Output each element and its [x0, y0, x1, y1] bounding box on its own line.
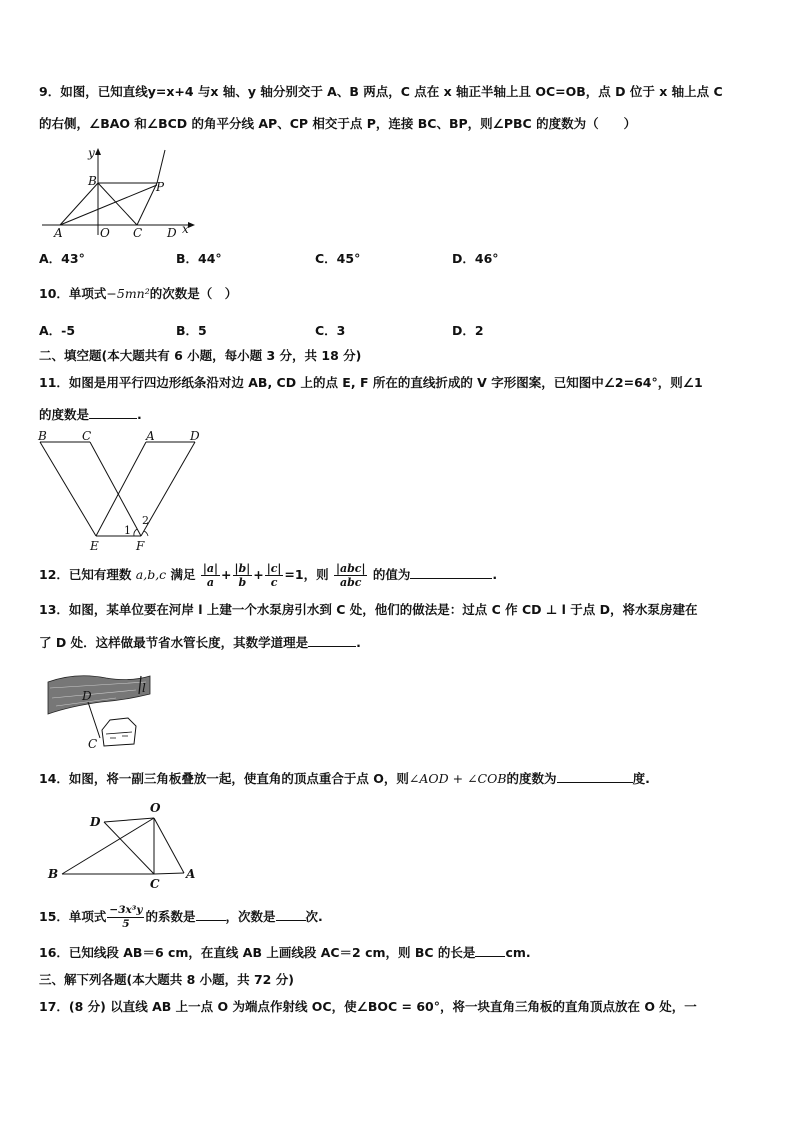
label-D: D [90, 815, 101, 829]
q9-option-c[interactable]: C．45° [315, 251, 361, 266]
q12-answer-blank[interactable] [410, 566, 492, 579]
q14-answer-blank[interactable] [557, 770, 633, 783]
q13-river-figure [46, 668, 154, 754]
label-B: B [88, 174, 97, 188]
label-C: C [88, 737, 98, 751]
q9-line1: 9．如图，已知直线y=x+4 与x 轴、y 轴分别交于 A、B 两点，C 点在 x 轴正半轴上且 OC=OB，点 D 位于 x 轴上点 C [39, 84, 723, 99]
q14-stem: 14．如图，将一副三角板叠放一起，使直角的顶点重合于点 O，则∠AOD + ∠COB的度数为 度. [39, 771, 650, 786]
label-A: A [146, 429, 155, 443]
q13-answer-blank[interactable] [308, 634, 356, 647]
q10-option-c[interactable]: C．3 [315, 323, 346, 338]
y-axis-arrow [95, 148, 101, 155]
section-2-heading: 二、填空题(本大题共有 6 小题，每小题 3 分，共 18 分) [39, 348, 362, 363]
label-D: D [190, 429, 200, 443]
label-l: l [142, 681, 146, 695]
label-E: E [90, 539, 99, 553]
label-B: B [38, 429, 47, 443]
q11-line2: 的度数是 . [39, 407, 142, 422]
pipe-cd [88, 702, 100, 738]
q14-expression: ∠AOD + ∠COB [408, 771, 507, 786]
q9-option-a[interactable]: A．43° [39, 251, 85, 266]
q9-figure [40, 145, 200, 240]
q12-stem: 12．已知有理数 a,b,c 满足 $\frac{|a|}{a}$ + $\frac{|b|}{b}$ + $\frac{|c|}{c}$ =1，则 $\frac{\text{|abc|}}{\text{abc}}$ 的值为 . [39, 562, 498, 589]
label-P: P [156, 180, 165, 194]
label-O: O [100, 226, 110, 240]
label-A: A [54, 226, 63, 240]
q10-option-d[interactable]: D．2 [452, 323, 484, 338]
label-D: D [167, 226, 177, 240]
label-x: x [182, 222, 189, 236]
q16-answer-blank[interactable] [475, 944, 505, 957]
label-C: C [82, 429, 92, 443]
river-bank [48, 676, 150, 714]
q11-answer-blank[interactable] [89, 406, 137, 419]
q10-stem: 10．单项式−5mn²的次数是（ ） [39, 286, 238, 301]
label-C: C [150, 877, 160, 891]
q10-option-b[interactable]: B．5 [176, 323, 207, 338]
label-B: B [48, 867, 59, 881]
q11-line1: 11．如图是用平行四边形纸条沿对边 AB, CD 上的点 E, F 所在的直线折成的 V 字形图案，已知图中∠2=64°，则∠1 [39, 375, 703, 390]
label-D: D [82, 689, 92, 703]
q10-option-a[interactable]: A．-5 [39, 323, 76, 338]
q15-degree-blank[interactable] [276, 908, 306, 921]
q9-option-b[interactable]: B．44° [176, 251, 222, 266]
section-3-heading: 三、解下列各题(本大题共 8 小题，共 72 分) [39, 972, 294, 987]
x-axis-arrow [188, 222, 195, 228]
q15-coefficient-blank[interactable] [196, 908, 226, 921]
q11-figure [38, 428, 213, 553]
q9-option-d[interactable]: D．46° [452, 251, 499, 266]
label-O: O [150, 801, 161, 815]
q9-line2: 的右侧，∠BAO 和∠BCD 的角平分线 AP、CP 相交于点 P，连接 BC、BP，则∠PBC 的度数为（ ） [39, 116, 637, 131]
q17-line1: 17．(8 分) 以直线 AB 上一点 O 为端点作射线 OC，使∠BOC = 60°，将一块直角三角板的直角顶点放在 O 处，一 [39, 999, 697, 1014]
q14-figure [44, 800, 204, 890]
q15-stem: 15．单项式 $\frac{\text{−3x³y}}{5}$ 的系数是 ，次数是 次. [39, 904, 323, 930]
q10-expression: −5mn² [106, 286, 150, 301]
label-2: 2 [142, 514, 149, 527]
label-A: A [186, 867, 196, 881]
q16-stem: 16．已知线段 AB＝6 cm，在直线 AB 上画线段 AC＝2 cm，则 BC 的长是 cm. [39, 945, 531, 960]
label-y: y [88, 146, 95, 160]
label-F: F [136, 539, 145, 553]
q13-line2: 了 D 处．这样做最节省水管长度，其数学道理是 . [39, 635, 361, 650]
label-C: C [133, 226, 143, 240]
q13-line1: 13．如图，某单位要在河岸 l 上建一个水泵房引水到 C 处，他们的做法是：过点 C 作 CD ⊥ l 于点 D，将水泵房建在 [39, 602, 698, 617]
label-1: 1 [124, 524, 131, 537]
